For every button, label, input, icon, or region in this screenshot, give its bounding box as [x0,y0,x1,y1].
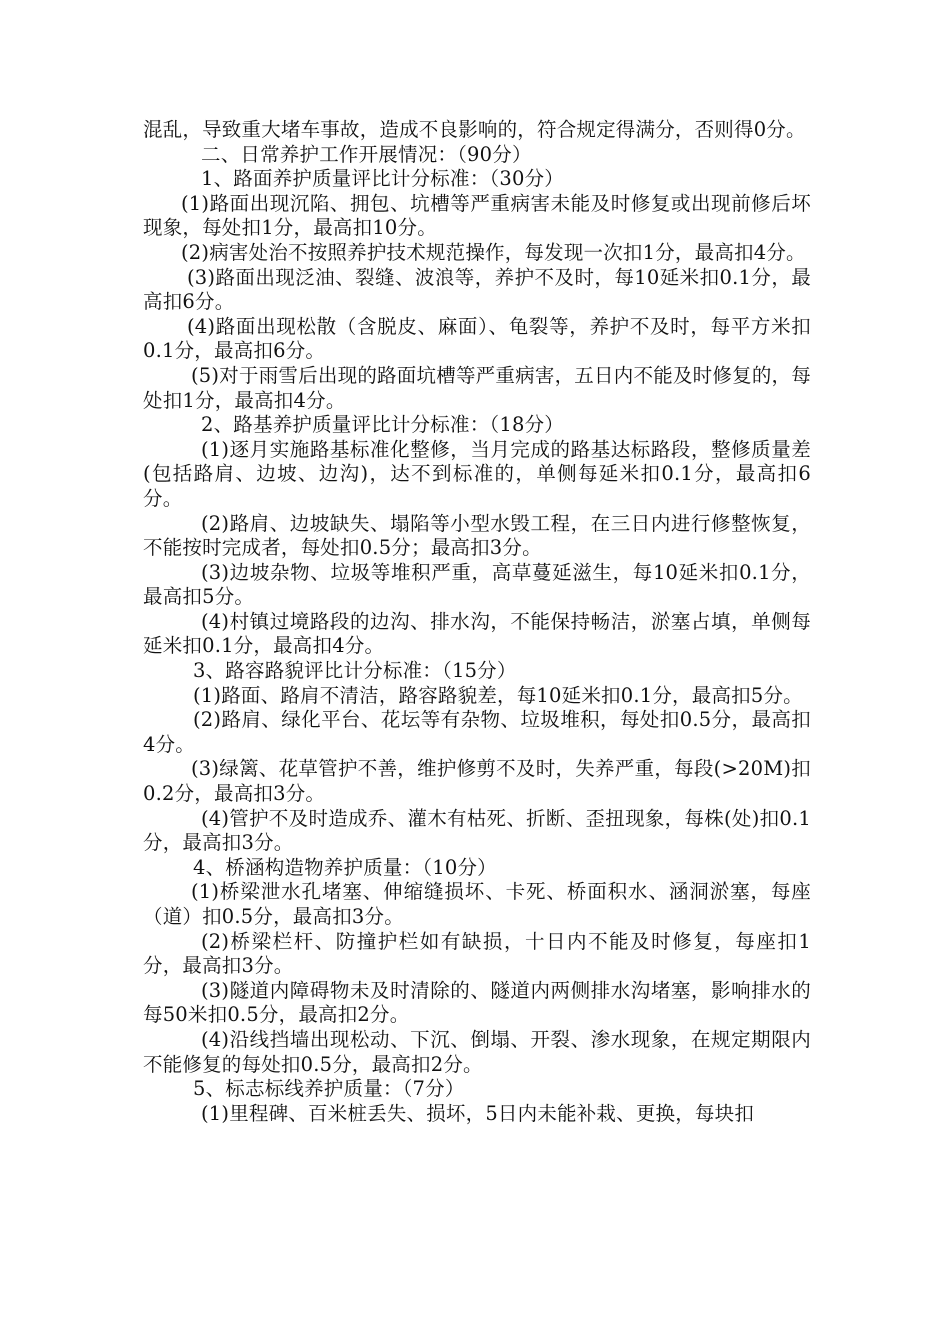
paragraph: (3)边坡杂物、垃圾等堆积严重，高草蔓延滋生，每10延米扣0.1分，最高扣5分。 [143,560,811,609]
paragraph: (1)桥梁泄水孔堵塞、伸缩缝损坏、卡死、桥面积水、涵洞淤塞，每座（道）扣0.5分，最高扣3分。 [143,880,811,928]
paragraph: (4)管护不及时造成乔、灌木有枯死、折断、歪扭现象，每株(处)扣0.1分，最高扣3分。 [143,806,811,855]
paragraph: (1)路面、路肩不清洁，路容路貌差，每10延米扣0.1分，最高扣5分。 [193,683,803,707]
paragraph: 混乱，导致重大堵车事故，造成不良影响的，符合规定得满分，否则得0分。 [143,118,806,141]
subsection-heading: 3、路容路貌评比计分标准：（15分） [193,659,517,683]
document-body [143,118,811,1126]
subsection-heading: 2、路基养护质量评比计分标准：（18分） [201,413,564,437]
paragraph: (3)路面出现泛油、裂缝、波浪等，养护不及时，每10延米扣0.1分，最高扣6分。 [143,265,811,314]
paragraph: (2)桥梁栏杆、防撞护栏如有缺损，十日内不能及时修复，每座扣1分，最高扣3分。 [143,929,811,978]
paragraph: (4)沿线挡墙出现松动、下沉、倒塌、开裂、渗水现象，在规定期限内不能修复的每处扣0.5分，最高扣2分。 [143,1027,811,1076]
paragraph: (4)村镇过境路段的边沟、排水沟，不能保持畅洁，淤塞占填，单侧每延米扣0.1分，最高扣4分。 [143,609,811,658]
paragraph: (3)隧道内障碍物未及时清除的、隧道内两侧排水沟堵塞，影响排水的每50米扣0.5分，最高扣2分。 [143,978,811,1027]
subsection-heading: 5、标志标线养护质量：（7分） [193,1077,465,1101]
paragraph: (5)对于雨雪后出现的路面坑槽等严重病害，五日内不能及时修复的，每处扣1分，最高扣4分。 [143,363,811,412]
paragraph: (2)路肩、绿化平台、花坛等有杂物、垃圾堆积，每处扣0.5分，最高扣4分。 [143,708,811,756]
section-heading: 二、日常养护工作开展情况：（90分） [201,142,532,166]
paragraph: (2)路肩、边坡缺失、塌陷等小型水毁工程，在三日内进行修整恢复，不能按时完成者，每处扣0.5分；最高扣3分。 [143,511,811,560]
subsection-heading: 1、路面养护质量评比计分标准：（30分） [201,167,564,191]
paragraph: (1)里程碑、百米桩丢失、损坏，5日内未能补栽、更换，每块扣 [201,1101,755,1125]
subsection-heading: 4、桥涵构造物养护质量：（10分） [193,855,497,879]
paragraph: (1)逐月实施路基标准化整修，当月完成的路基达标路段，整修质量差(包括路肩、边坡、边沟)，达不到标准的，单侧每延米扣0.1分，最高扣6分。 [143,437,811,510]
paragraph: (1)路面出现沉陷、拥包、坑槽等严重病害未能及时修复或出现前修后坏现象，每处扣1分，最高扣10分。 [143,191,811,240]
paragraph: (2)病害处治不按照养护技术规范操作，每发现一次扣1分，最高扣4分。 [181,240,806,264]
paragraph: (4)路面出现松散（含脱皮、麻面）、龟裂等，养护不及时，每平方米扣0.1分，最高扣6分。 [143,314,811,363]
paragraph: (3)绿篱、花草管护不善，维护修剪不及时，失养严重，每段(>20M)扣0.2分，最高扣3分。 [143,757,811,806]
